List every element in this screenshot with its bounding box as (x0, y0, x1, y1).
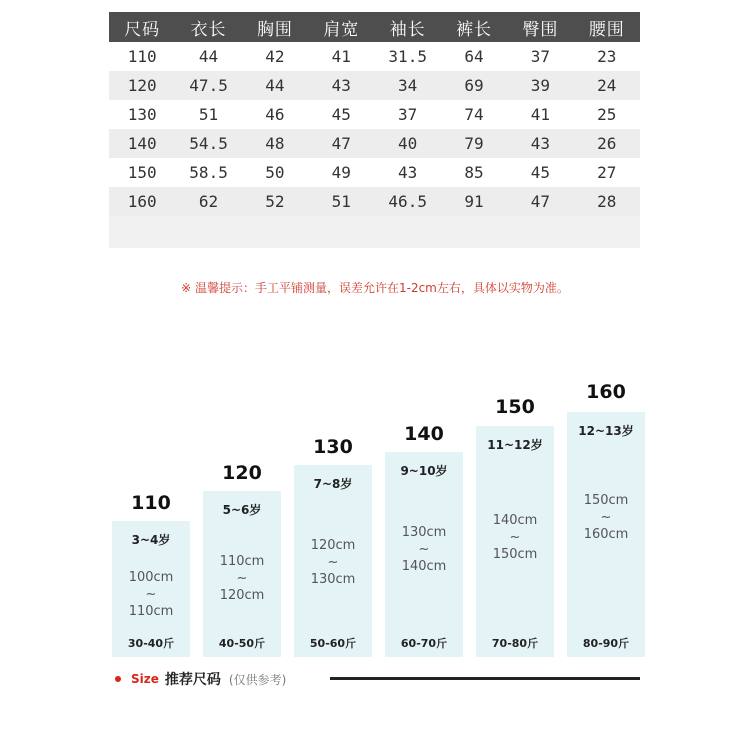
table-cell: 46.5 (388, 192, 427, 211)
table-cell: 79 (464, 134, 484, 153)
table-cell: 25 (597, 105, 617, 124)
table-cell: 40 (398, 134, 418, 153)
table-cell: 64 (464, 47, 484, 66)
bar-height-height-from: 150cm (583, 493, 629, 508)
table-row (109, 187, 640, 216)
table-cell: 140 (127, 134, 157, 153)
table-cell: 47.5 (189, 76, 228, 95)
bar-height-height-to: 120cm (219, 588, 265, 603)
bar-weight-range: 40-50斤 (218, 637, 266, 650)
size-label-140: 140 (404, 423, 444, 445)
table-cell: 41 (331, 47, 351, 66)
bar-height-range (203, 553, 281, 604)
table-cell: 62 (198, 192, 219, 211)
bar-height-height-from: 120cm (310, 538, 356, 553)
bar-height-range (294, 537, 372, 588)
bar-height-height-to: 140cm (401, 559, 447, 574)
table-cell: 130 (127, 105, 157, 124)
table-cell: 50 (265, 163, 285, 182)
bar-weight-range: 70-80斤 (491, 637, 539, 650)
size-table-header (109, 12, 640, 42)
table-cell: 43 (398, 163, 418, 182)
table-header-cell: 裤长 (456, 19, 493, 40)
size-bar-130 (294, 465, 372, 657)
table-header-cell: 衣长 (190, 19, 227, 40)
bar-height-height-to: 110cm (128, 604, 174, 619)
table-cell: 45 (331, 105, 351, 124)
table-cell: 150 (127, 163, 157, 182)
size-bar-150 (476, 426, 554, 657)
size-label-120: 120 (222, 462, 262, 484)
table-header-cell: 臀围 (522, 19, 559, 40)
table-cell: 37 (398, 105, 418, 124)
size-bar-160 (567, 412, 645, 657)
bar-age-range: 11~12岁 (487, 438, 543, 452)
table-cell: 24 (597, 76, 617, 95)
bar-height-range (476, 512, 554, 563)
bar-height-tilde: ~ (418, 542, 430, 557)
bar-height-height-from: 100cm (128, 570, 174, 585)
size-label-160: 160 (586, 381, 626, 403)
table-cell: 47 (530, 192, 551, 211)
table-cell: 52 (265, 192, 285, 211)
table-cell: 37 (530, 47, 551, 66)
table-cell: 43 (331, 76, 351, 95)
table-cell: 26 (597, 134, 617, 153)
bar-height-tilde: ~ (236, 571, 248, 586)
bar-age-range: 12~13岁 (578, 424, 634, 438)
bar-height-tilde: ~ (509, 530, 521, 545)
table-cell: 45 (530, 163, 551, 182)
table-header-cell: 胸围 (256, 19, 293, 40)
table-cell: 23 (597, 47, 617, 66)
table-cell: 160 (127, 192, 157, 211)
table-cell: 27 (597, 163, 617, 182)
legend-divider (330, 677, 640, 680)
bar-height-tilde: ~ (327, 555, 339, 570)
table-row (109, 129, 640, 158)
table-cell: 47 (331, 134, 351, 153)
table-cell: 43 (530, 134, 551, 153)
table-cell: 69 (464, 76, 484, 95)
table-header-cell: 袖长 (389, 19, 426, 40)
table-header-cell: 肩宽 (323, 19, 360, 40)
size-bar-140 (385, 452, 463, 657)
table-cell: 42 (265, 47, 285, 66)
size-label-110: 110 (131, 492, 171, 514)
table-cell: 44 (265, 76, 285, 95)
table-cell: 34 (398, 76, 418, 95)
table-cell: 46 (265, 105, 285, 124)
table-cell: 58.5 (189, 163, 228, 182)
table-cell: 85 (464, 163, 484, 182)
table-header-cell: 腰围 (588, 19, 625, 40)
bar-weight-range: 80-90斤 (582, 637, 630, 650)
bar-age-range: 9~10岁 (400, 464, 448, 478)
size-label-150: 150 (495, 396, 535, 418)
table-row (109, 71, 640, 100)
bar-height-height-from: 130cm (401, 525, 447, 540)
table-cell: 74 (464, 105, 484, 124)
table-cell: 110 (127, 47, 157, 66)
table-cell: 28 (597, 192, 617, 211)
bar-height-height-to: 130cm (310, 572, 356, 587)
measurement-notice: ※ 温馨提示：手工平铺测量，误差允许在1-2cm左右，具体以实物为准。 (181, 281, 569, 295)
table-cell: 54.5 (189, 134, 228, 153)
table-row (109, 158, 640, 187)
table-cell: 51 (331, 192, 351, 211)
bar-height-tilde: ~ (600, 510, 612, 525)
table-cell: 91 (464, 192, 484, 211)
bar-age-range: 7~8岁 (313, 477, 353, 491)
size-bar-120 (203, 491, 281, 657)
bar-weight-range: 30-40斤 (127, 637, 175, 650)
table-cell: 44 (198, 47, 219, 66)
size-label-130: 130 (313, 436, 353, 458)
size-table-body (109, 42, 640, 216)
legend-note: (仅供参考) (228, 672, 287, 687)
bar-height-height-from: 110cm (219, 554, 265, 569)
size-bar-110 (112, 521, 190, 657)
bar-height-tilde: ~ (145, 587, 157, 602)
bar-height-range (385, 524, 463, 575)
bar-height-height-to: 150cm (492, 547, 538, 562)
table-header-cell: 尺码 (124, 19, 161, 40)
bar-height-range (567, 492, 645, 543)
bar-weight-range: 50-60斤 (309, 637, 357, 650)
table-cell: 120 (127, 76, 157, 95)
bar-height-range (112, 569, 190, 620)
size-table (109, 12, 640, 248)
table-cell: 49 (331, 163, 351, 182)
bar-height-height-from: 140cm (492, 513, 538, 528)
legend-size-label: Size (131, 672, 159, 686)
bar-height-height-to: 160cm (583, 527, 629, 542)
table-row (109, 100, 640, 129)
table-cell: 41 (530, 105, 551, 124)
bar-weight-range: 60-70斤 (400, 637, 448, 650)
legend-title: 推荐尺码 (164, 672, 221, 688)
table-cell: 51 (198, 105, 219, 124)
table-cell: 48 (265, 134, 285, 153)
bar-age-range: 5~6岁 (222, 503, 262, 517)
table-row (109, 42, 640, 71)
table-cell: 31.5 (388, 47, 427, 66)
size-legend (115, 668, 286, 690)
table-cell: 39 (530, 76, 551, 95)
bar-age-range: 3~4岁 (131, 533, 171, 547)
red-dot-icon (115, 676, 121, 682)
